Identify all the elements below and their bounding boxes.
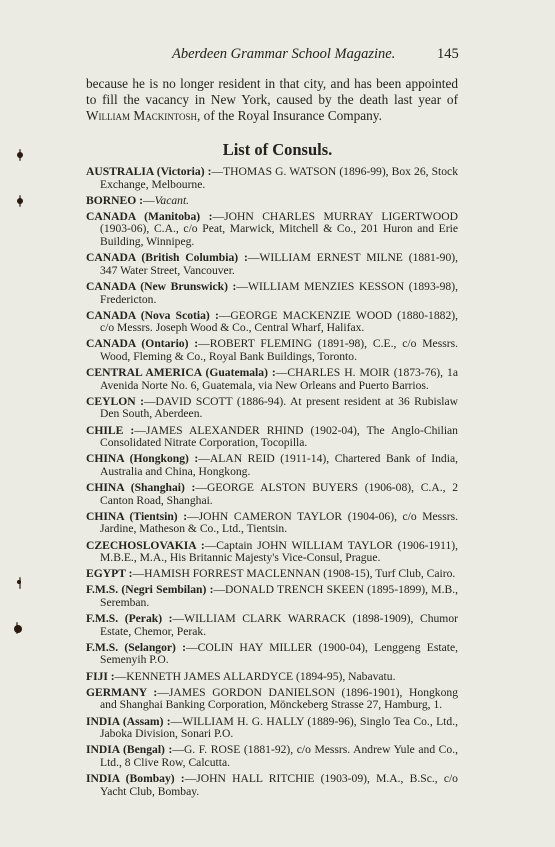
consul-entry bbox=[86, 338, 458, 363]
consul-entry bbox=[86, 252, 458, 277]
consul-entry bbox=[86, 540, 458, 565]
intro-text-after: , of the Royal Insurance Company. bbox=[197, 108, 382, 123]
consul-place: CHINA (Shanghai) : bbox=[86, 481, 196, 495]
consul-entry bbox=[86, 584, 458, 609]
binding-hole-mark bbox=[14, 625, 22, 633]
page-header bbox=[0, 46, 555, 66]
binding-hole-mark bbox=[17, 198, 23, 204]
consul-place: CHINA (Hongkong) : bbox=[86, 452, 199, 466]
consul-details: —CHARLES H. MOIR (1873-76), 1a Avenida Norte No. 6, Guatemala, via New Orleans and Puerto Barrios. bbox=[100, 366, 458, 392]
consul-place: CANADA (British Columbia) : bbox=[86, 251, 248, 265]
consul-place: INDIA (Bombay) : bbox=[86, 771, 185, 785]
consul-entry bbox=[86, 425, 458, 450]
consul-place: CANADA (New Brunswick) : bbox=[86, 279, 237, 293]
consul-details: —WILLIAM CLARK WARRACK (1898-1909), Chumor Estate, Chemor, Perak. bbox=[100, 612, 458, 638]
consul-details: —THOMAS G. WATSON (1896-99), Box 26, Stock Exchange, Melbourne. bbox=[100, 165, 458, 191]
binding-hole-mark bbox=[17, 152, 23, 158]
consul-details: —JOHN CAMERON TAYLOR (1904-06), c/o Messrs. Jardine, Matheson & Co., Ltd., Tientsin. bbox=[100, 509, 458, 536]
consul-place: CHILE : bbox=[86, 423, 135, 437]
consul-entry bbox=[86, 166, 458, 191]
consul-entry bbox=[86, 642, 458, 667]
consul-entry bbox=[86, 195, 458, 208]
consul-place: FIJI : bbox=[86, 669, 115, 683]
consul-details: —JOHN HALL RITCHIE (1903-09), M.A., B.Sc., c/o Yacht Club, Bombay. bbox=[100, 771, 458, 798]
consul-place: CENTRAL AMERICA (Guatemala) : bbox=[86, 366, 276, 380]
consul-place: BORNEO : bbox=[86, 193, 144, 207]
consul-entry bbox=[86, 773, 458, 798]
intro-paragraph bbox=[86, 76, 458, 124]
consul-details: — bbox=[143, 193, 155, 207]
consul-place: F.M.S. (Perak) : bbox=[86, 612, 173, 626]
consul-details: —COLIN HAY MILLER (1900-04), Lenggeng Estate, Semenyih P.O. bbox=[100, 640, 458, 667]
consul-entry bbox=[86, 211, 458, 249]
page-number: 145 bbox=[437, 46, 459, 62]
consul-details: —JAMES GORDON DANIELSON (1896-1901), Hongkong and Shanghai Banking Corporation, Mönckeberg Strasse 27, Hamburg, 1. bbox=[100, 685, 458, 712]
section-title: List of Consuls. bbox=[222, 140, 333, 159]
consul-list bbox=[86, 166, 458, 802]
consul-entry bbox=[86, 511, 458, 536]
consul-entry bbox=[86, 744, 458, 769]
consul-details: —GEORGE MACKENZIE WOOD (1880-1882), c/o Messrs. Joseph Wood & Co., Central Wharf, Halifax. bbox=[100, 308, 458, 335]
intro-text-before: because he is no longer resident in that city, and has been appointed to fill the vacancy in New York, caused by the death last year of bbox=[86, 76, 458, 107]
consul-details: —JOHN CHARLES MURRAY LIGERTWOOD (1903-06), C.A., c/o Peat, Marwick, Mitchell & Co., 201 Huron and Erie Building, Winnipeg. bbox=[100, 209, 458, 249]
consul-details: —HAMISH FORREST MACLENNAN (1908-15), Turf Club, Cairo. bbox=[132, 567, 456, 581]
consul-place: INDIA (Assam) : bbox=[86, 714, 171, 728]
consul-details: —DONALD TRENCH SKEEN (1895-1899), M.B., Seremban. bbox=[100, 583, 458, 610]
consul-place: F.M.S. (Negri Sembilan) : bbox=[86, 583, 214, 597]
consul-details: —WILLIAM H. G. HALLY (1889-96), Singlo Tea Co., Ltd., Jaboka Division, Sonari P.O. bbox=[100, 714, 458, 741]
running-head: Aberdeen Grammar School Magazine. bbox=[172, 46, 396, 62]
consul-entry bbox=[86, 310, 458, 335]
consul-place: EGYPT : bbox=[86, 567, 133, 581]
consul-entry bbox=[86, 367, 458, 392]
consul-details: —Captain JOHN WILLIAM TAYLOR (1906-1911), M.B.E., M.A., His Britannic Majesty's Vice-Consul, Prague. bbox=[100, 538, 459, 565]
consul-entry bbox=[86, 687, 458, 712]
consul-entry bbox=[86, 716, 458, 741]
consul-details: —WILLIAM ERNEST MILNE (1881-90), 347 Water Street, Vancouver. bbox=[100, 251, 458, 277]
consul-entry bbox=[86, 671, 458, 684]
consul-details: —ROBERT FLEMING (1891-98), C.E., c/o Messrs. Wood, Fleming & Co., Royal Bank Buildings, Toronto. bbox=[100, 337, 458, 363]
consul-entry bbox=[86, 613, 458, 638]
consul-details: —G. F. ROSE (1881-92), c/o Messrs. Andrew Yule and Co., Ltd., 8 Clive Row, Calcutta. bbox=[100, 743, 458, 769]
consul-place: AUSTRALIA (Victoria) : bbox=[86, 165, 212, 178]
consul-details: —GEORGE ALSTON BUYERS (1906-08), C.A., 2 Canton Road, Shanghai. bbox=[100, 481, 458, 507]
consul-details: —KENNETH JAMES ALLARDYCE (1894-95), Nabavatu. bbox=[114, 669, 396, 683]
consul-place: CEYLON : bbox=[86, 394, 144, 408]
consul-place: GERMANY : bbox=[86, 685, 158, 699]
consul-entry bbox=[86, 281, 458, 306]
intro-name: William Mackintosh bbox=[86, 108, 198, 123]
consul-entry bbox=[86, 568, 458, 581]
binding-hole-mark bbox=[17, 580, 21, 584]
consul-place: CANADA (Ontario) : bbox=[86, 337, 199, 351]
consul-entry bbox=[86, 453, 458, 478]
consul-note: Vacant. bbox=[154, 193, 190, 207]
consul-place: F.M.S. (Selangor) : bbox=[86, 640, 187, 654]
consul-place: INDIA (Bengal) : bbox=[86, 743, 173, 757]
consul-place: CHINA (Tientsin) : bbox=[86, 509, 188, 523]
consul-details: —JAMES ALEXANDER RHIND (1902-04), The Anglo-Chilian Consolidated Nitrate Corporation, Tocopilla. bbox=[100, 423, 458, 450]
consul-entry bbox=[86, 482, 458, 507]
consul-entry bbox=[86, 396, 458, 421]
consul-place: CZECHOSLOVAKIA : bbox=[86, 538, 205, 552]
consul-details: —ALAN REID (1911-14), Chartered Bank of India, Australia and China, Hongkong. bbox=[100, 452, 458, 478]
consul-details: —DAVID SCOTT (1886-94). At present resident at 36 Rubislaw Den South, Aberdeen. bbox=[100, 394, 458, 421]
consul-details: —WILLIAM MENZIES KESSON (1893-98), Fredericton. bbox=[100, 279, 458, 306]
consul-place: CANADA (Manitoba) : bbox=[86, 209, 213, 223]
consul-place: CANADA (Nova Scotia) : bbox=[86, 308, 219, 322]
